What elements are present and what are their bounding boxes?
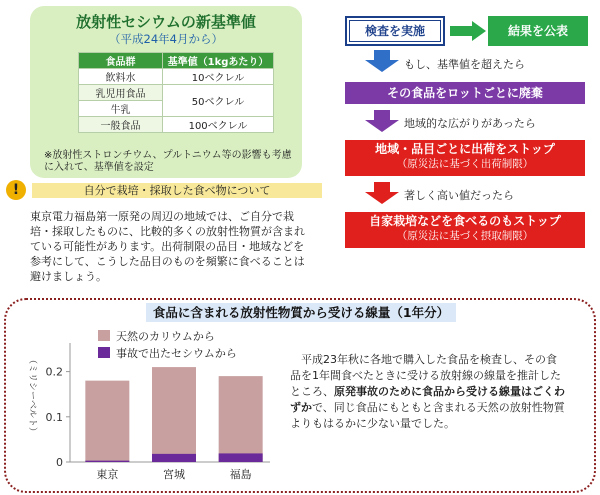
- bar-natural-0: [85, 381, 129, 462]
- table-cell-group: 飲料水: [79, 69, 163, 85]
- home-stop-label: 自家栽培などを食べるのもストップ: [369, 214, 561, 228]
- publish-box: 結果を公表: [488, 16, 588, 46]
- home-stop-sublabel: （原災法に基づく摂取制限）: [396, 230, 534, 242]
- table-cell-group: 乳児用食品: [79, 85, 163, 101]
- x-tick-label: 東京: [96, 468, 119, 481]
- bar-accident-2: [219, 453, 263, 462]
- legend-label-0: 天然のカリウムから: [116, 330, 215, 343]
- region-stop-sublabel: （原災法に基づく出荷制限）: [396, 158, 534, 170]
- region-stop-label: 地域・品目ごとに出荷をストップ: [375, 142, 555, 156]
- inspect-box: 検査を実施: [345, 16, 445, 46]
- self-harvest-body: 東京電力福島第一原発の周辺の地域では、ご自分で栽培・採取したものに、比較的多くの放射性物質が含まれている可能性があります。出荷制限の品目・地域などを参考にして、こうした品目のものを頻繁に食べることは避けましょう。: [8, 206, 313, 298]
- down-arrow-icon: [365, 182, 399, 204]
- dose-title: 食品に含まれる放射性物質から受ける線量（1年分）: [146, 303, 456, 322]
- lot-disposal-box: その食品をロットごとに廃棄: [345, 82, 585, 104]
- down-arrow-icon: [365, 110, 399, 132]
- condition-exceed: もし、基準値を超えたら: [404, 58, 525, 71]
- table-row: [79, 117, 274, 133]
- x-tick-label: 宮城: [163, 468, 185, 481]
- legend-swatch-0: [98, 330, 110, 341]
- dose-text-bold: 原発事故のために食品から受ける線量はごくわずか: [290, 385, 565, 414]
- exclamation-icon: !: [6, 180, 26, 200]
- table-cell-group: 牛乳: [79, 101, 163, 117]
- home-stop-box: [345, 212, 585, 248]
- table-header-value: 基準値（1kgあたり）: [163, 53, 274, 69]
- table-header-row: [79, 53, 274, 69]
- dose-text-part1: 平成23年秋に各地で購入した食品を検査し、その食品を1年間食べたときに受ける放射線の線量を推計したところ、: [290, 353, 561, 398]
- bar-accident-0: [85, 461, 129, 462]
- standard-subtitle: （平成24年4月から）: [109, 32, 223, 46]
- legend-swatch-1: [98, 347, 110, 358]
- x-tick-label: 福島: [229, 468, 252, 481]
- bar-natural-1: [152, 367, 196, 462]
- dose-description: [290, 352, 566, 432]
- self-harvest-heading: 自分で栽培・採取した食べ物について: [32, 183, 322, 198]
- standard-title: 放射性セシウムの新基準値: [76, 13, 256, 31]
- bar-natural-2: [219, 376, 263, 462]
- table-cell-value: 50ベクレル: [163, 85, 274, 117]
- y-tick-label: 0: [56, 456, 63, 469]
- table-row: [79, 85, 274, 101]
- legend-label-1: 事故で出たセシウムから: [116, 347, 237, 360]
- table-row: [79, 69, 274, 85]
- region-stop-box: [345, 140, 585, 176]
- bar-accident-1: [152, 454, 196, 462]
- table-cell-value: 100ベクレル: [163, 117, 274, 133]
- y-axis-label: （ミリシーベルト）: [27, 355, 37, 437]
- standard-table: [78, 52, 274, 133]
- dose-chart: [20, 325, 280, 490]
- table-cell-group: 一般食品: [79, 117, 163, 133]
- condition-high: 著しく高い値だったら: [404, 189, 514, 202]
- table-cell-value: 10ベクレル: [163, 69, 274, 85]
- y-tick-label: 0.2: [45, 365, 63, 379]
- standard-note: ※放射性ストロンチウム、プルトニウム等の影響も考慮に入れて、基準値を設定: [44, 150, 292, 173]
- condition-wide: 地域的な広がりがあったら: [404, 117, 536, 130]
- right-arrow-icon: [450, 21, 486, 41]
- down-arrow-icon: [365, 50, 399, 72]
- y-tick-label: 0.1: [45, 410, 63, 424]
- table-header-group: 食品群: [79, 53, 163, 69]
- dose-text-part2: で、同じ食品にもともと含まれる天然の放射性物質よりもはるかに少ない量でした。: [290, 401, 565, 430]
- standard-values-panel: [30, 6, 302, 178]
